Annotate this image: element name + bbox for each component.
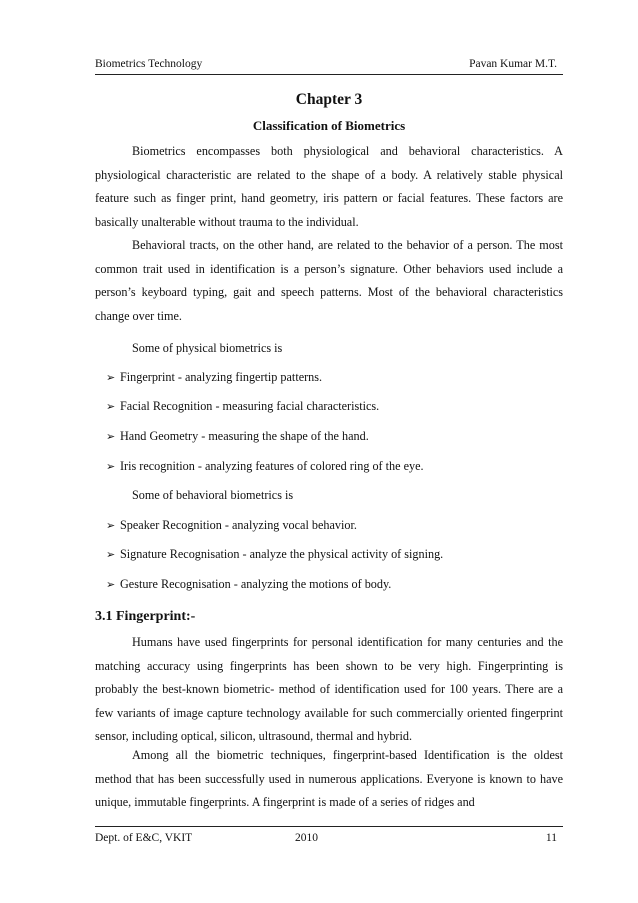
list-item-text: Gesture Recognisation - analyzing the motions of body. bbox=[120, 577, 392, 591]
arrow-bullet-icon: ➢ bbox=[106, 461, 116, 473]
list-item-text: Fingerprint - analyzing fingertip patterns. bbox=[120, 370, 323, 384]
chapter-subtitle: Classification of Biometrics bbox=[252, 118, 406, 133]
header-author: Pavan Kumar M.T. bbox=[469, 58, 557, 70]
paragraph-behavioral: Behavioral tracts, on the other hand, are related to the behavior of a person. The most common trait used in identification is a person’s signature. Other behaviors used include a person’s keyboard typing, gait and speech patterns. Most of the behavioral characteristics change over time. bbox=[95, 238, 563, 323]
list-item bbox=[106, 428, 369, 445]
footer-year: 2010 bbox=[295, 832, 318, 844]
list-item-text: Signature Recognisation - analyze the physical activity of signing. bbox=[120, 547, 444, 561]
paragraph-fingerprint-identification: Among all the biometric techniques, fingerprint-based Identification is the oldest method that has been successfully used in numerous applications. Everyone is known to have unique, immutable fingerprints. A fingerprint is made of a series of ridges and bbox=[95, 748, 563, 810]
behavioral-intro: Some of behavioral biometrics is bbox=[132, 488, 294, 502]
chapter-title: Chapter 3 bbox=[295, 91, 363, 108]
list-item bbox=[106, 546, 443, 563]
list-item-text: Facial Recognition - measuring facial characteristics. bbox=[120, 399, 380, 413]
page-number: 11 bbox=[545, 832, 557, 844]
list-item bbox=[106, 517, 357, 534]
page-footer bbox=[95, 826, 563, 843]
list-item bbox=[106, 369, 322, 386]
paragraph-fingerprint-history: Humans have used fingerprints for personal identification for many centuries and the matching accuracy using fingerprints has been shown to be very high. Fingerprinting is probably the best-known biometric- method of identification used for 100 years. There are a few variants of image capture technology available for such commercially oriented fingerprint sensor, including optical, silicon, ultrasound, thermal and hybrid. bbox=[95, 635, 563, 744]
list-item-text: Hand Geometry - measuring the shape of the hand. bbox=[120, 429, 369, 443]
physical-intro: Some of physical biometrics is bbox=[132, 341, 283, 355]
list-item-text: Iris recognition - analyzing features of colored ring of the eye. bbox=[120, 459, 424, 473]
arrow-bullet-icon: ➢ bbox=[106, 372, 116, 384]
list-item bbox=[106, 398, 379, 415]
arrow-bullet-icon: ➢ bbox=[106, 549, 116, 561]
header-left-text: Biometrics Technology bbox=[95, 58, 203, 70]
footer-department: Dept. of E&C, VKIT bbox=[95, 832, 193, 844]
list-item bbox=[106, 576, 391, 593]
arrow-bullet-icon: ➢ bbox=[106, 520, 116, 532]
paragraph-intro: Biometrics encompasses both physiological and behavioral characteristics. A physiological characteristic are related to the shape of a body. A relatively stable physical feature such as finger print, hand geometry, iris pattern or facial features. These factors are basically unalterable without trauma to the individual. bbox=[95, 144, 563, 229]
arrow-bullet-icon: ➢ bbox=[106, 579, 116, 591]
section-heading: 3.1 Fingerprint:- bbox=[95, 609, 196, 624]
arrow-bullet-icon: ➢ bbox=[106, 431, 116, 443]
arrow-bullet-icon: ➢ bbox=[106, 401, 116, 413]
page-header bbox=[95, 58, 563, 75]
list-item bbox=[106, 458, 424, 475]
list-item-text: Speaker Recognition - analyzing vocal behavior. bbox=[120, 518, 357, 532]
